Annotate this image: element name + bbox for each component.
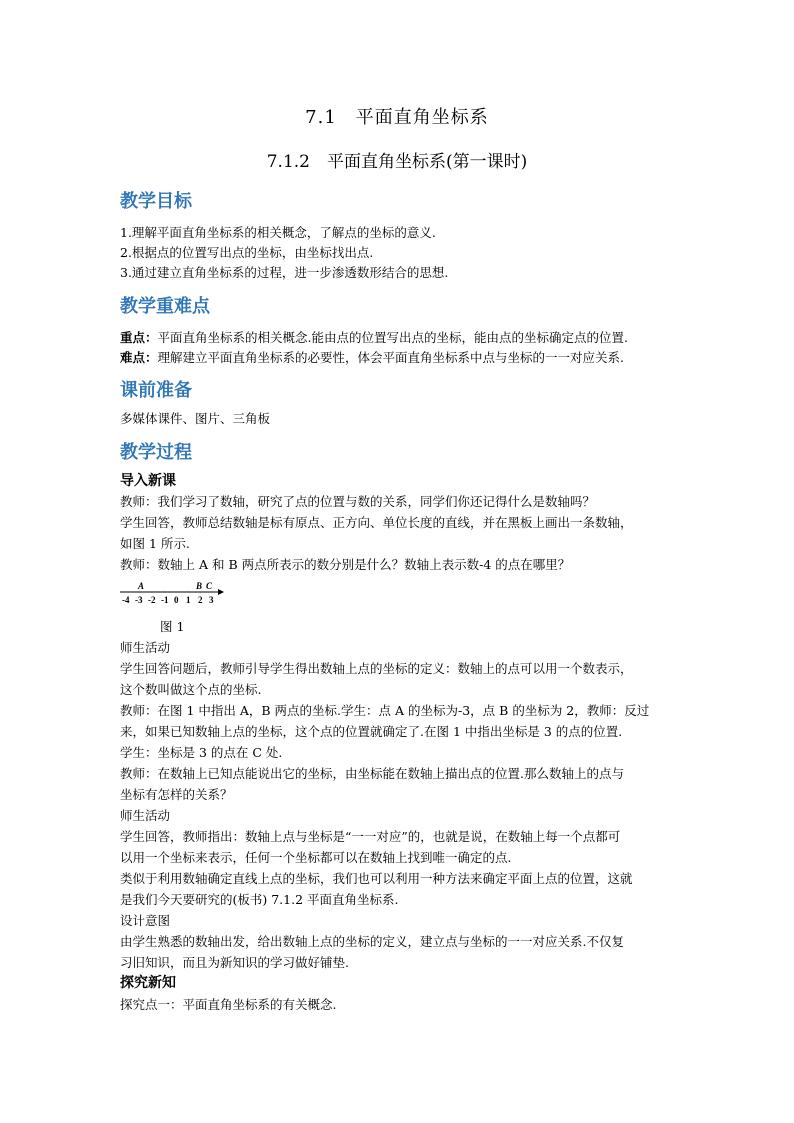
explore-line: 探究点一：平面直角坐标系的有关概念.	[120, 997, 337, 1012]
tick-label: -2	[148, 595, 156, 605]
para-line: 由学生熟悉的数轴出发，给出数轴上点的坐标的定义，建立点与坐标的一一对应关系.不仅复	[120, 934, 624, 949]
para-line: 教师：数轴上 A 和 B 两点所表示的数分别是什么？数轴上表示数-4 的点在哪里？	[120, 557, 571, 572]
figure-caption: 图 1	[160, 619, 185, 634]
objectives-heading: 教学目标	[120, 191, 192, 212]
tick-label: 1	[186, 595, 191, 605]
tick-mark	[163, 591, 164, 592]
keypoint-label: 重点：	[120, 330, 158, 345]
tick-label: 2	[198, 595, 203, 605]
number-line-arrow	[218, 589, 224, 595]
para-line: 学生回答问题后，教师引导学生得出数轴上点的坐标的定义：数轴上的点可以用一个数表示，	[120, 661, 633, 676]
para-line: 习旧知识，而且为新知识的学习做好铺垫.	[120, 955, 349, 970]
page-subtitle: 7.1.2 平面直角坐标系(第一课时)	[266, 152, 528, 172]
tick-mark	[151, 591, 152, 592]
prep-heading: 课前准备	[120, 380, 192, 401]
tick-label: -3	[135, 595, 143, 605]
para-line: 如图 1 所示.	[120, 536, 190, 551]
tick-mark	[199, 591, 200, 592]
intro-heading: 导入新课	[120, 473, 176, 489]
para-line: 来，如果已知数轴上点的坐标，这个点的位置就确定了.在图 1 中指出坐标是 3 的点的位置.	[120, 724, 623, 739]
tick-label: 0	[174, 595, 179, 605]
point-label-c: C	[206, 581, 213, 591]
para-line: 以用一个坐标来表示，任何一个坐标都可以在数轴上找到唯一确定的点.	[120, 850, 512, 865]
para-line: 设计意图	[120, 913, 171, 928]
keypoints-heading: 教学重难点	[120, 296, 210, 317]
tick-label: 3	[209, 595, 214, 605]
keypoint-line	[120, 328, 628, 346]
para-line: 学生：坐标是 3 的点在 C 处.	[120, 745, 283, 760]
prep-text: 多媒体课件、图片、三角板	[120, 411, 271, 426]
explore-heading: 探究新知	[120, 975, 176, 991]
tick-label: -1	[161, 595, 169, 605]
para-line: 是我们今天要研究的(板书) 7.1.2 平面直角坐标系.	[120, 892, 399, 907]
para-line: 师生活动	[120, 640, 171, 655]
tick-mark	[211, 591, 212, 592]
para-line: 师生活动	[120, 808, 171, 823]
page-title: 7.1 平面直角坐标系	[305, 107, 489, 128]
para-line: 类似于利用数轴确定直线上点的坐标，我们也可以利用一种方法来确定平面上点的位置，这就	[120, 871, 633, 886]
difficulty-text: 理解建立平面直角坐标系的必要性，体会平面直角坐标系中点与坐标的一一对应关系.	[157, 350, 624, 365]
tick-label: -4	[122, 595, 130, 605]
point-label-a: A	[138, 581, 145, 591]
objective-item-3: 3.通过建立直角坐标系的过程，进一步渗透数形结合的思想.	[120, 265, 449, 280]
para-line: 这个数叫做这个点的坐标.	[120, 682, 262, 697]
point-label-b: B	[196, 581, 203, 591]
number-line-figure	[118, 578, 228, 608]
difficulty-line	[120, 348, 624, 366]
tick-mark	[127, 591, 128, 592]
para-line: 教师：我们学习了数轴，研究了点的位置与数的关系，同学们你还记得什么是数轴吗？	[120, 494, 596, 509]
tick-mark	[187, 591, 188, 592]
tick-mark	[139, 591, 140, 592]
difficulty-label: 难点：	[120, 350, 158, 365]
tick-mark	[175, 591, 176, 592]
process-heading: 教学过程	[120, 442, 192, 463]
para-line: 学生回答，教师指出：数轴上点与坐标是“一一对应”的，也就是说，在数轴上每一个点都可	[120, 829, 621, 844]
para-line: 教师：在图 1 中指出 A，B 两点的坐标.学生：点 A 的坐标为-3，点 B 的坐标为 2，教师：反过	[120, 703, 650, 718]
keypoint-text: 平面直角坐标系的相关概念.能由点的位置写出点的坐标，能由点的坐标确定点的位置.	[157, 330, 628, 345]
para-line: 教师：在数轴上已知点能说出它的坐标，由坐标能在数轴上描出点的位置.那么数轴上的点与	[120, 766, 624, 781]
para-line: 学生回答，教师总结数轴是标有原点、正方向、单位长度的直线，并在黑板上画出一条数轴，	[120, 515, 633, 530]
para-line: 坐标有怎样的关系？	[120, 787, 233, 802]
objective-item-1: 1.理解平面直角坐标系的相关概念，了解点的坐标的意义.	[120, 225, 436, 240]
objective-item-2: 2.根据点的位置写出点的坐标，由坐标找出点.	[120, 245, 374, 260]
